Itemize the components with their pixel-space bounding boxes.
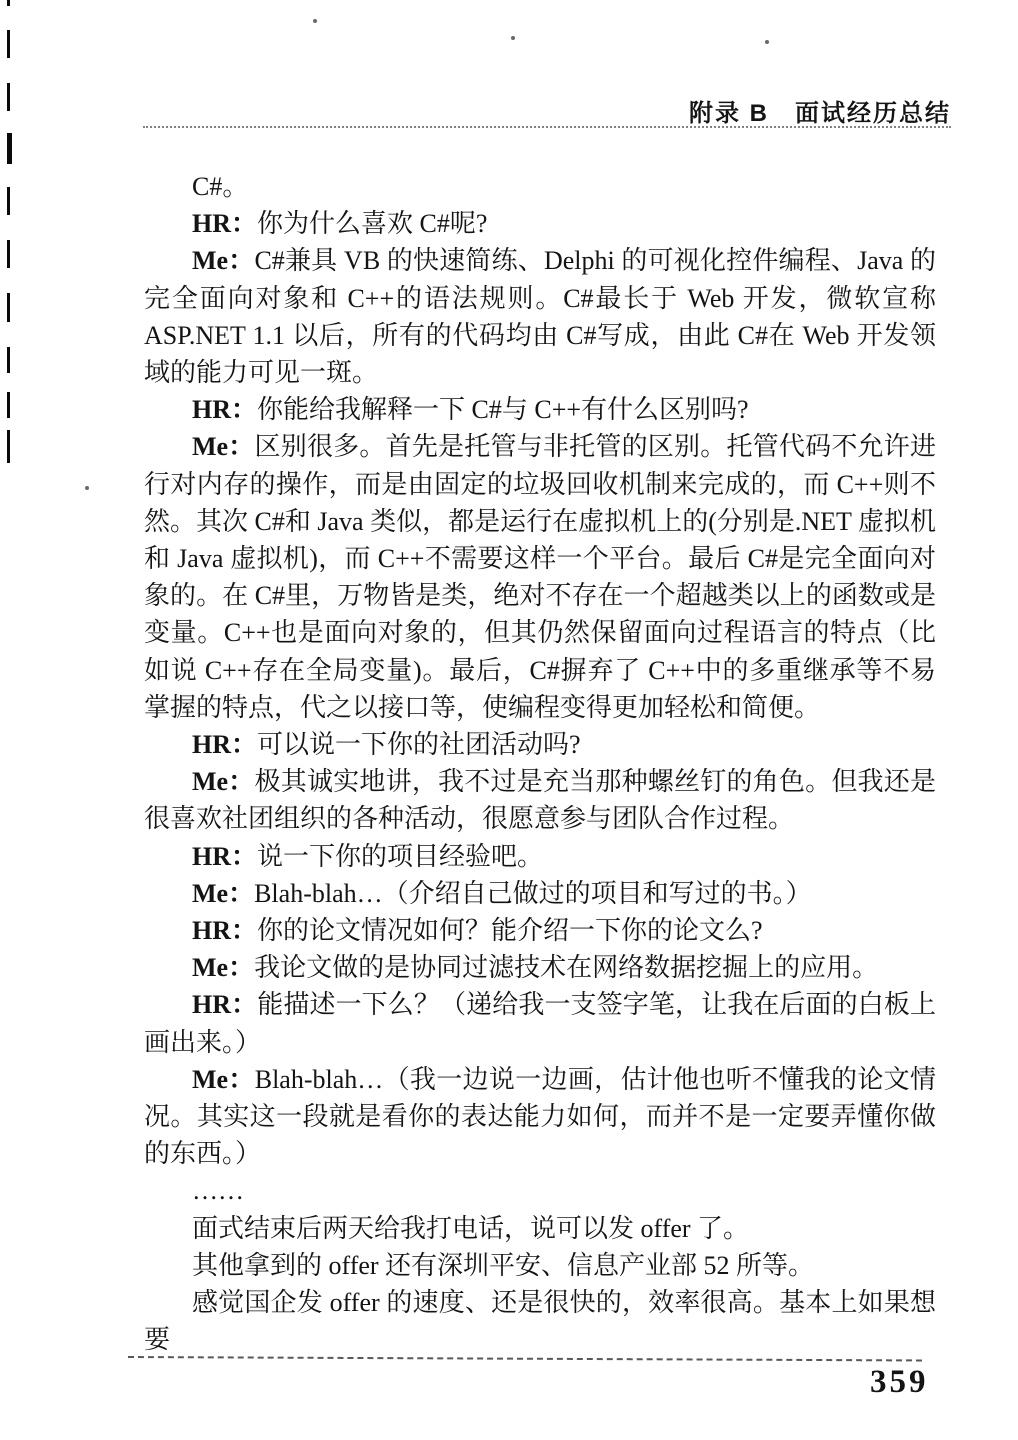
- header-dotted-rule: [143, 126, 951, 128]
- appendix-label: 附录 B: [689, 100, 769, 127]
- speaker-label: Me：: [192, 953, 255, 983]
- scan-binding-mark: [7, 430, 10, 463]
- paragraph-text: 面式结束后两天给我打电话，说可以发 offer 了。: [192, 1213, 750, 1243]
- dialogue-paragraph: [144, 1210, 936, 1247]
- speaker-label: Me：: [192, 878, 255, 908]
- paragraph-text: 说一下你的项目经验吧。: [257, 841, 544, 871]
- dialogue-paragraph: [144, 763, 936, 837]
- paragraph-text: ……: [192, 1176, 244, 1206]
- scan-binding-mark: [7, 293, 10, 322]
- dialogue-paragraph: [144, 1284, 936, 1358]
- paragraph-text: 区别很多。首先是托管与非托管的区别。托管代码不允许进行对内存的操作，而是由固定的垃圾回收机制来完成的，而 C++则不然。其次 C#和 Java 类似，都是运行在虚拟机上的(分别是.NET 虚拟机和 Java 虚拟机)，而 C++不需要这样一个平台。最后 C#是完全面向对象的。在 C#里，万物皆是类，绝对不存在一个超越类以上的函数或是变量。C++也是面向对象的，但其仍然保留面向过程语言的特点（比如说 C++存在全局变量)。最后，C#摒弃了 C++中的多重继承等不易掌握的特点，代之以接口等，使编程变得更加轻松和简便。: [144, 432, 936, 722]
- dialogue-paragraph: [144, 1061, 936, 1173]
- scan-binding-mark: [7, 0, 10, 6]
- scan-binding-mark: [7, 83, 10, 111]
- speaker-label: HR：: [192, 730, 258, 760]
- speaker-label: HR：: [192, 395, 258, 425]
- scan-speck: [765, 40, 769, 44]
- dialogue-paragraph: [144, 428, 936, 726]
- speaker-label: Me：: [192, 432, 255, 462]
- paragraph-text: 你能给我解释一下 C#与 C++有什么区别吗?: [257, 395, 749, 425]
- paragraph-text: C#。: [192, 172, 249, 201]
- dialogue-paragraph: [144, 875, 936, 912]
- dialogue-paragraph: [144, 949, 936, 986]
- paragraph-text: 极其诚实地讲，我不过是充当那种螺丝钉的角色。但我还是很喜欢社团组织的各种活动，很愿意参与团队合作过程。: [144, 767, 936, 834]
- dialogue-body: [144, 168, 936, 1359]
- dialogue-paragraph: [144, 838, 936, 875]
- scan-binding-mark: [7, 187, 10, 215]
- paragraph-text: 你为什么喜欢 C#呢?: [257, 209, 488, 239]
- chapter-title: 面试经历总结: [795, 100, 951, 127]
- paragraph-text: 感觉国企发 offer 的速度、还是很快的，效率很高。基本上如果想要: [144, 1288, 936, 1355]
- dialogue-paragraph: [144, 391, 936, 428]
- dialogue-paragraph: [144, 1247, 936, 1284]
- speaker-label: Me：: [192, 767, 255, 797]
- paragraph-text: C#兼具 VB 的快速简练、Delphi 的可视化控件编程、Java 的完全面向对象和 C++的语法规则。C#最长于 Web 开发，微软宣称 ASP.NET 1.1 以后，所有的代码均由 C#写成，由此 C#在 Web 开发领域的能力可见一斑。: [144, 246, 936, 388]
- dialogue-paragraph: [144, 242, 936, 391]
- speaker-label: HR：: [192, 841, 258, 871]
- paragraph-text: 我论文做的是协同过滤技术在网络数据挖掘上的应用。: [254, 953, 879, 983]
- dialogue-paragraph: [144, 912, 936, 949]
- paragraph-text: 你的论文情况如何？能介绍一下你的论文么?: [257, 916, 763, 946]
- speaker-label: Me：: [192, 1064, 255, 1094]
- dialogue-paragraph: [144, 1172, 936, 1209]
- dialogue-paragraph: [144, 205, 936, 242]
- page-number: 359: [870, 1364, 929, 1400]
- paragraph-text: Blah-blah…（介绍自己做过的项目和写过的书。）: [254, 878, 812, 908]
- dialogue-paragraph: [144, 726, 936, 763]
- speaker-label: HR：: [192, 990, 258, 1020]
- scan-binding-mark: [7, 133, 12, 164]
- scan-speck: [313, 19, 317, 23]
- paragraph-text: 可以说一下你的社团活动吗?: [257, 730, 581, 760]
- scan-speck: [511, 36, 515, 40]
- speaker-label: Me：: [192, 246, 255, 276]
- scan-binding-mark: [7, 30, 10, 58]
- scan-binding-mark: [7, 347, 10, 373]
- paragraph-text: 其他拿到的 offer 还有深圳平安、信息产业部 52 所等。: [192, 1250, 815, 1280]
- speaker-label: HR：: [192, 916, 258, 946]
- dialogue-paragraph: [144, 986, 936, 1060]
- dialogue-paragraph: [144, 168, 936, 205]
- scan-speck: [85, 486, 89, 490]
- speaker-label: HR：: [192, 209, 258, 239]
- paragraph-text: 能描述一下么？（递给我一支签字笔，让我在后面的白板上画出来。）: [144, 990, 936, 1057]
- paragraph-text: Blah-blah…（我一边说一边画，估计他也听不懂我的论文情况。其实这一段就是看你的表达能力如何，而并不是一定要弄懂你做的东西。）: [144, 1064, 936, 1169]
- scan-binding-mark: [7, 240, 10, 268]
- running-header: [145, 93, 951, 128]
- scan-binding-mark: [7, 392, 10, 418]
